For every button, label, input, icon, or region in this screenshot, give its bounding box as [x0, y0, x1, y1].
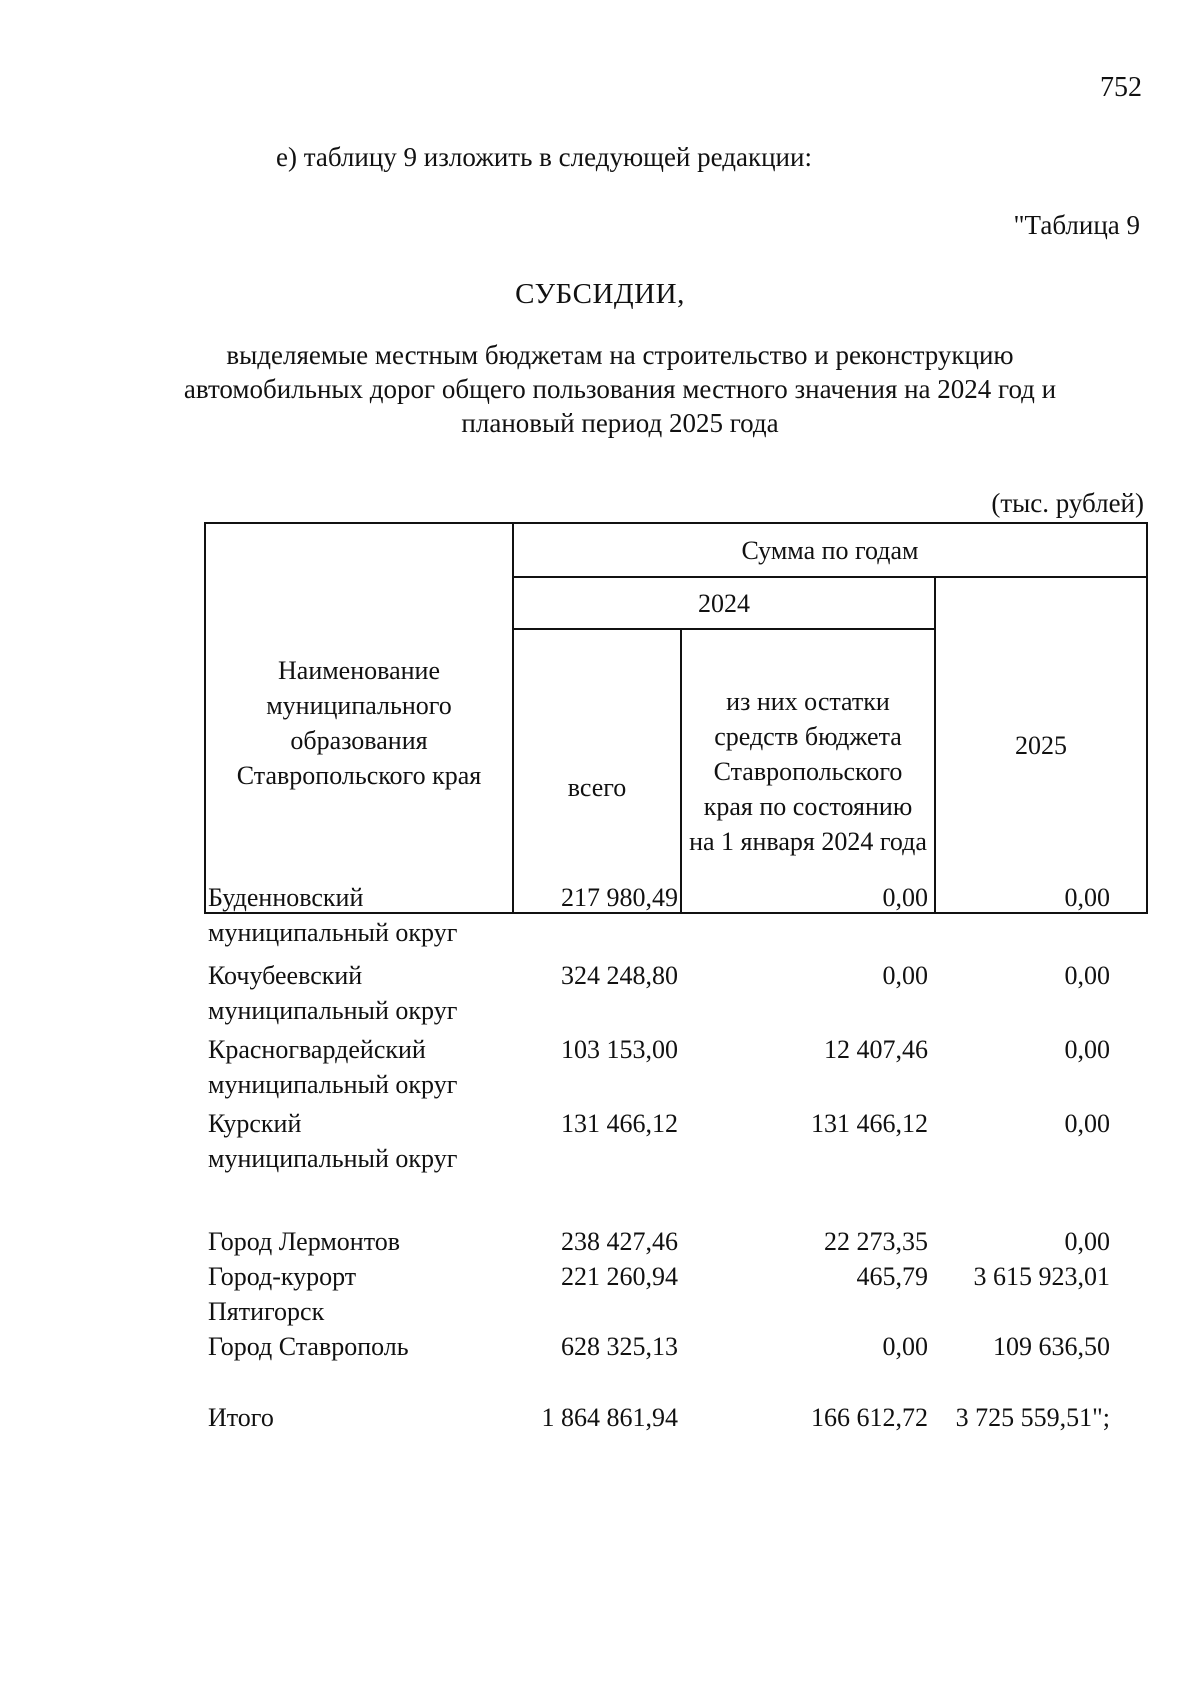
row-total-2024: 238 427,46 [561, 1227, 678, 1256]
header-sum-by-years: Сумма по годам [513, 523, 1147, 577]
total-row-name: Итого [208, 1403, 274, 1432]
header-total: всего [513, 629, 681, 913]
row-name: Красногвардейский муниципальный округ [208, 1035, 458, 1099]
row-remainder-2024: 131 466,12 [811, 1109, 928, 1138]
table-row [204, 1032, 1146, 1102]
row-name: Город Ставрополь [208, 1332, 409, 1361]
row-name: Город-курорт Пятигорск [208, 1262, 357, 1326]
row-value-2025: 109 636,50 [993, 1332, 1110, 1361]
row-remainder-2024: 0,00 [882, 1332, 928, 1361]
header-year-2025: 2025 [935, 577, 1147, 913]
row-name: Буденновский муниципальный округ [208, 883, 458, 947]
row-remainder-2024: 22 273,35 [824, 1227, 928, 1256]
row-value-2025: 0,00 [1064, 1035, 1110, 1064]
table-row [204, 880, 1146, 950]
table-row [204, 958, 1146, 1028]
row-total-2024: 217 980,49 [561, 883, 678, 912]
row-total-2024: 324 248,80 [561, 961, 678, 990]
header-name-column: Наименование муниципального образования Ставропольского края [205, 523, 513, 913]
row-total-2024: 103 153,00 [561, 1035, 678, 1064]
subsidies-table-body [204, 880, 1146, 1435]
row-name: Кочубеевский муниципальный округ [208, 961, 458, 1025]
page-number: 752 [1100, 72, 1142, 103]
row-name: Курский муниципальный округ [208, 1109, 458, 1173]
row-remainder-2024: 0,00 [882, 883, 928, 912]
document-subtitle: выделяемые местным бюджетам на строительство и реконструкцию автомобильных дорог общего пользования местного значения на 2024 год и плановый период 2025 года [183, 340, 1057, 438]
row-value-2025: 0,00 [1064, 1227, 1110, 1256]
table-row [204, 1106, 1146, 1176]
row-total-2024: 131 466,12 [561, 1109, 678, 1138]
units-label: (тыс. рублей) [991, 488, 1144, 518]
row-name: Город Лермонтов [208, 1227, 400, 1256]
row-remainder-2024: 12 407,46 [824, 1035, 928, 1064]
table-label: "Таблица 9 [1013, 210, 1140, 240]
total-row-value-2025: 3 725 559,51"; [955, 1403, 1110, 1432]
intro-text: е) таблицу 9 изложить в следующей редакции: [276, 142, 812, 172]
table-row [204, 1224, 1146, 1259]
header-year-2024: 2024 [513, 577, 935, 629]
total-row-total-2024: 1 864 861,94 [541, 1403, 678, 1432]
document-title: СУБСИДИИ, [515, 278, 685, 310]
row-remainder-2024: 465,79 [856, 1262, 928, 1291]
table-row [204, 1259, 1146, 1329]
table-row [204, 1329, 1146, 1364]
row-value-2025: 0,00 [1064, 1109, 1110, 1138]
row-value-2025: 3 615 923,01 [973, 1262, 1110, 1291]
row-value-2025: 0,00 [1064, 961, 1110, 990]
header-remainder: из них остатки средств бюджета Ставропольского края по состоянию на 1 января 2024 года [681, 629, 935, 913]
row-value-2025: 0,00 [1064, 883, 1110, 912]
total-row [204, 1400, 1146, 1435]
subsidies-table-header [204, 522, 1148, 914]
total-row-remainder-2024: 166 612,72 [811, 1403, 928, 1432]
row-total-2024: 221 260,94 [561, 1262, 678, 1291]
row-remainder-2024: 0,00 [882, 961, 928, 990]
row-total-2024: 628 325,13 [561, 1332, 678, 1361]
